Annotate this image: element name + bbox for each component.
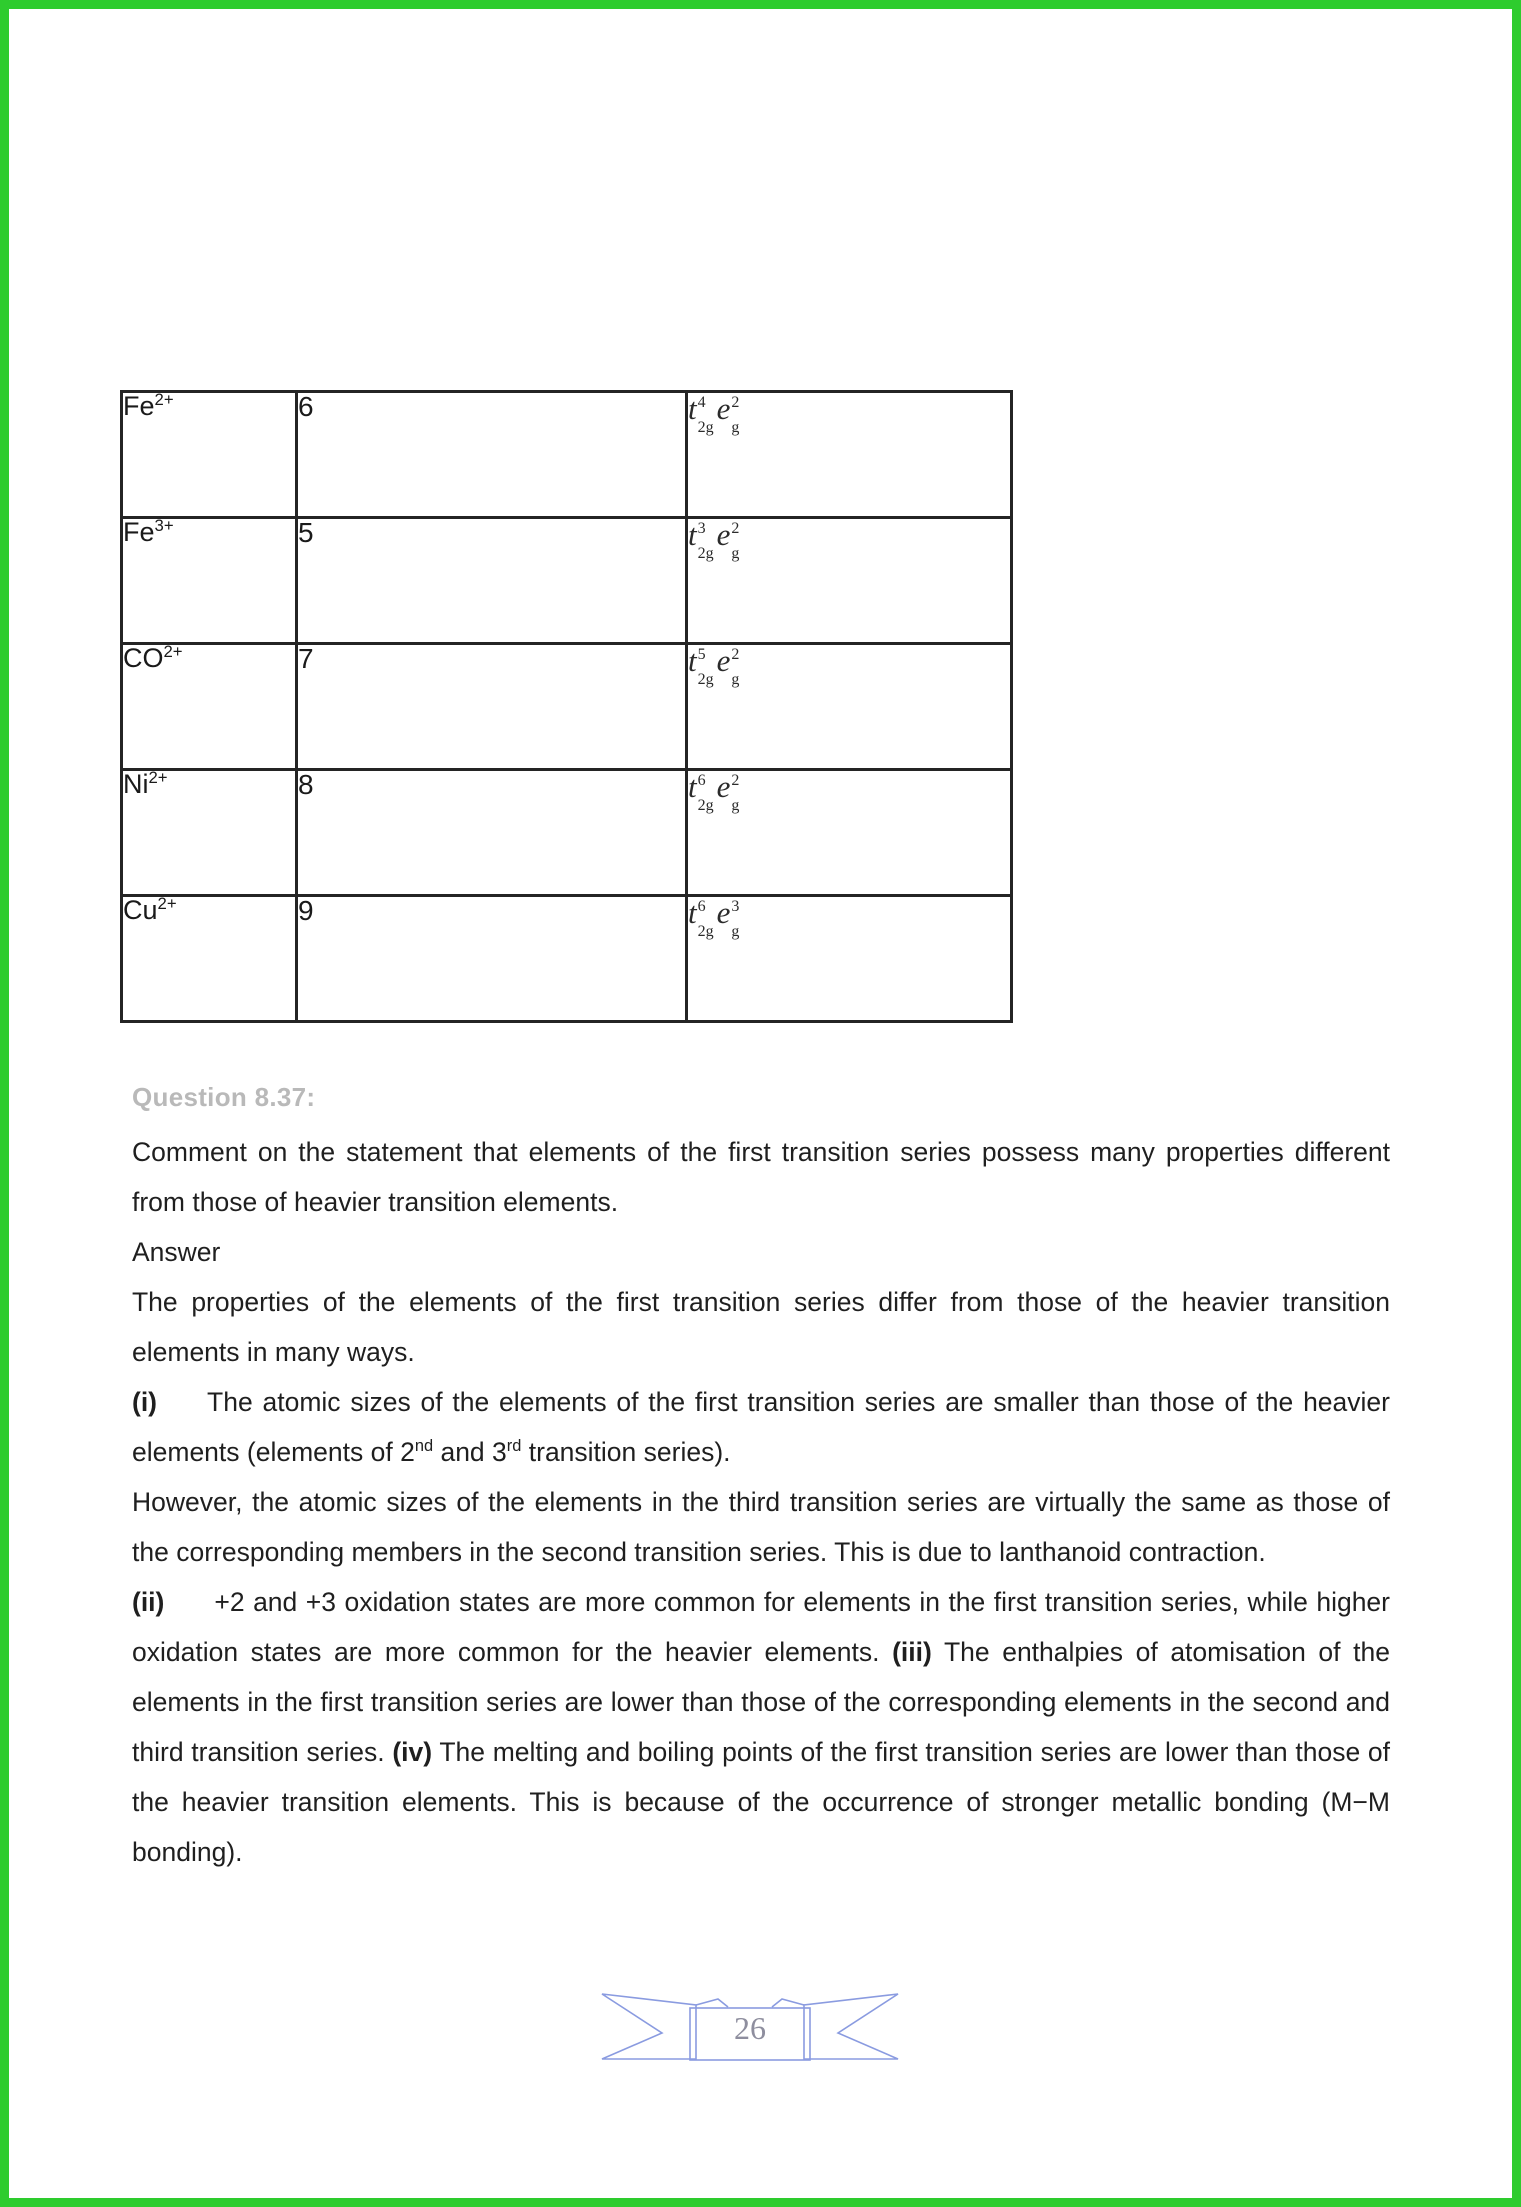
table-row (122, 392, 1012, 518)
table-cell-count (297, 896, 687, 1022)
table-row (122, 518, 1012, 644)
point-i-label: (i) (132, 1387, 158, 1417)
table-cell-config (687, 896, 1012, 1022)
point-iv-label: (iv) (392, 1737, 433, 1767)
page-border-bottom (0, 2198, 1521, 2207)
ion-symbol: Fe (123, 391, 155, 421)
points-ii-to-iv-paragraph (132, 1577, 1390, 1877)
table-cell-config (687, 770, 1012, 896)
table-cell-ion (122, 896, 297, 1022)
table-cell-config (687, 392, 1012, 518)
table-cell-count (297, 644, 687, 770)
point-ii-text: +2 and +3 oxidation states are more common for elements in the first transition series, while higher oxidation states are more common for the heavier elements. (132, 1587, 1390, 1667)
however-paragraph: However, the atomic sizes of the elements in the third transition series are virtually the same as those of the corresponding members in the second transition series. This is due to lanthanoid contraction. (132, 1487, 1390, 1567)
ordinal-2nd: nd (414, 1437, 434, 1456)
table-cell-ion (122, 518, 297, 644)
electron-configuration-table (120, 390, 1013, 1023)
point-i-text-part1: The atomic sizes of the elements of the first transition series are smaller than those of the heavier elements (elements of 2 (132, 1387, 1390, 1467)
electron-count: 8 (298, 769, 314, 800)
ribbon-left-fold (696, 1999, 728, 2007)
point-iv-text: The melting and boiling points of the first transition series are lower than those of the heavier transition elements. This is because of the occurrence of stronger metallic bonding (M−M bonding). (132, 1737, 1390, 1867)
point-i-paragraph (132, 1377, 1390, 1477)
table-cell-count (297, 392, 687, 518)
orbital-configuration: t 6 2g e 2 g (688, 769, 740, 814)
table-row (122, 896, 1012, 1022)
point-i-text-part2: and 3 (433, 1437, 507, 1467)
question-heading: Question 8.37: (132, 1082, 316, 1112)
table-cell-ion (122, 644, 297, 770)
ion-charge: 2+ (148, 768, 168, 787)
orbital-configuration: t 3 2g e 2 g (688, 517, 740, 562)
answer-body (132, 1082, 1390, 1877)
electron-count: 6 (298, 391, 314, 422)
table-cell-count (297, 518, 687, 644)
question-text: Comment on the statement that elements of the first transition series possess many properties different from those of heavier transition elements. (132, 1137, 1390, 1217)
electron-count: 5 (298, 517, 314, 548)
ion-charge: 3+ (154, 516, 174, 535)
table-cell-ion (122, 392, 297, 518)
answer-label: Answer (132, 1237, 221, 1267)
orbital-configuration: t 6 2g e 3 g (688, 895, 740, 940)
ordinal-3rd: rd (506, 1437, 522, 1456)
electron-count: 7 (298, 643, 314, 674)
page-border-top (0, 0, 1521, 9)
page-border-right (1512, 0, 1521, 2207)
ion-charge: 2+ (163, 642, 183, 661)
page-number: 26 (734, 2010, 766, 2046)
answer-intro-paragraph: The properties of the elements of the first transition series differ from those of the heavier transition elements in many ways. (132, 1287, 1390, 1367)
table-cell-count (297, 770, 687, 896)
ion-symbol: Cu (123, 895, 158, 925)
table-cell-config (687, 518, 1012, 644)
orbital-configuration: t 5 2g e 2 g (688, 643, 740, 688)
ion-symbol: CO (123, 643, 164, 673)
ion-symbol: Ni (123, 769, 149, 799)
ion-symbol: Fe (123, 517, 155, 547)
page-border-left (0, 0, 9, 2207)
electron-count: 9 (298, 895, 314, 926)
ion-charge: 2+ (154, 390, 174, 409)
point-ii-label: (ii) (132, 1587, 165, 1617)
ion-charge: 2+ (157, 894, 177, 913)
point-iii-label: (iii) (892, 1637, 932, 1667)
table-row (122, 770, 1012, 896)
ribbon-right-fold (772, 1999, 804, 2007)
table-cell-ion (122, 770, 297, 896)
point-iii-text: The enthalpies of atomisation of the elements in the first transition series are lower than those of the corresponding elements in the second and third transition series. (132, 1637, 1390, 1767)
table-row (122, 644, 1012, 770)
point-i-text-part3: transition series). (521, 1437, 731, 1467)
orbital-configuration: t 4 2g e 2 g (688, 391, 740, 436)
table-cell-config (687, 644, 1012, 770)
